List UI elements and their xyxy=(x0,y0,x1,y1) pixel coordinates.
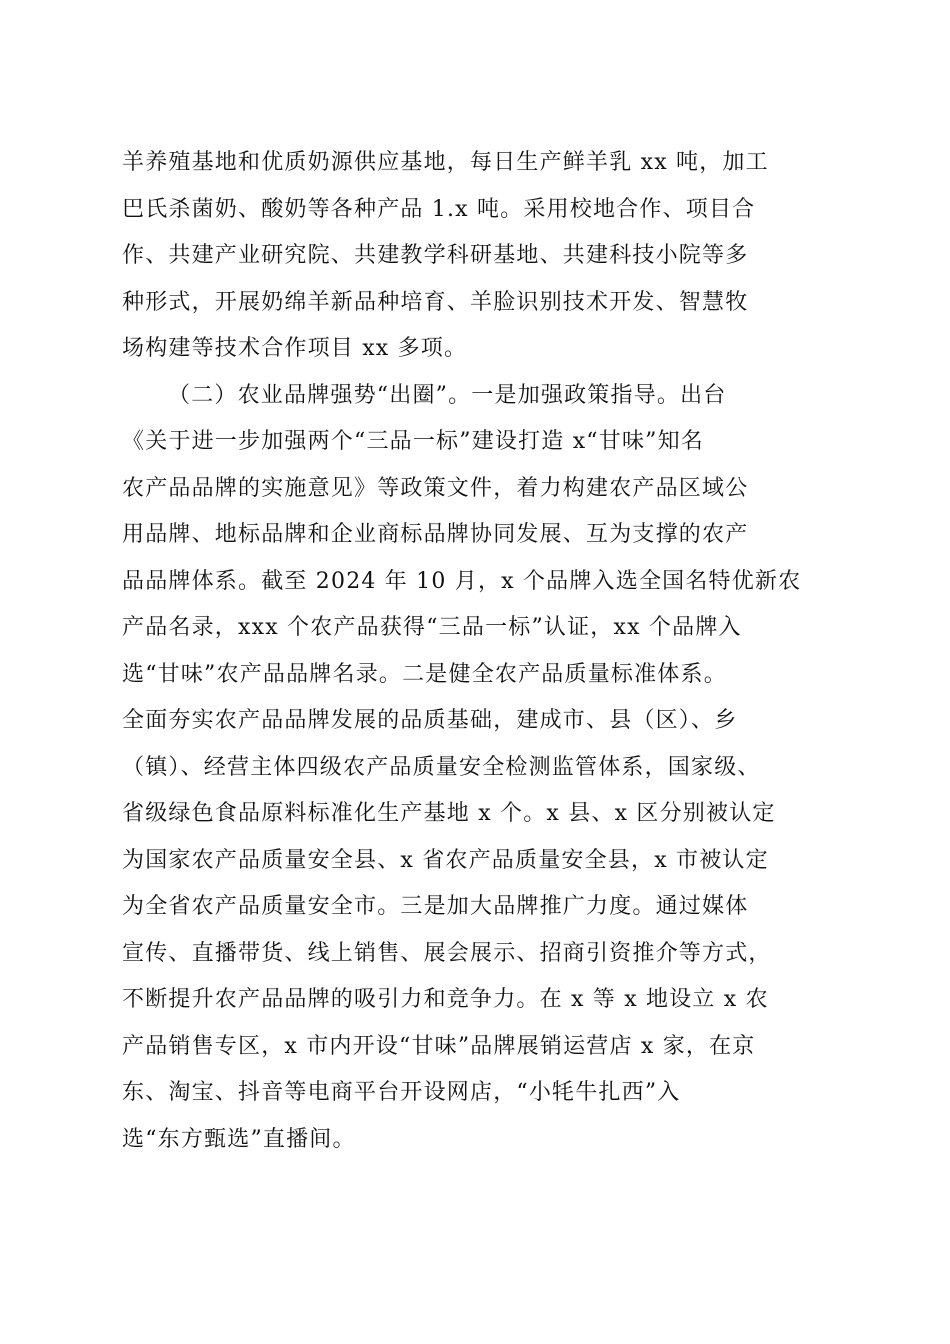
text-line: 品品牌体系。截至 2024 年 10 月，x 个品牌入选全国名特优新农 xyxy=(122,568,802,594)
text-line: 为国家农产品质量安全县、x 省农产品质量安全县，x 市被认定 xyxy=(122,847,769,873)
text-line: 用品牌、地标品牌和企业商标品牌协同发展、互为支撑的农产 xyxy=(122,522,749,547)
text-line: 产品名录，xxx 个农产品获得“三品一标”认证，xx 个品牌入 xyxy=(122,615,742,640)
text-line: （镇）、经营主体四级农产品质量安全检测监管体系，国家级、 xyxy=(122,754,761,780)
text-line: 羊养殖基地和优质奶源供应基地，每日生产鲜羊乳 xx 吨，加工 xyxy=(122,150,769,175)
text-line: 不断提升农产品品牌的吸引力和竞争力。在 x 等 x 地设立 x 农 xyxy=(122,987,769,1012)
text-line: 种形式，开展奶绵羊新品种培育、羊脸识别技术开发、智慧牧 xyxy=(122,289,749,315)
text-line: 产品销售专区，x 市内开设“甘味”品牌展销运营店 x 家，在京 xyxy=(122,1033,756,1059)
text-line: 为全省农产品质量安全市。三是加大品牌推广力度。通过媒体 xyxy=(122,894,749,919)
text-line: 宣传、直播带货、线上销售、展会展示、招商引资推介等方式， xyxy=(122,940,772,966)
body-text xyxy=(122,140,842,1163)
text-line: 场构建等技术合作项目 xx 多项。 xyxy=(122,336,468,361)
text-line: 作、共建产业研究院、共建教学科研基地、共建科技小院等多 xyxy=(122,243,749,268)
text-line: 东、淘宝、抖音等电商平台开设网店，“小牦牛扎西”入 xyxy=(122,1080,681,1105)
text-line: 农产品品牌的实施意见》等政策文件，着力构建农产品区域公 xyxy=(122,475,749,501)
text-line: 巴氏杀菌奶、酸奶等各种产品 1.x 吨。采用校地合作、项目合 xyxy=(122,196,756,222)
text-line: 全面夯实农产品品牌发展的品质基础，建成市、县（区）、乡 xyxy=(122,708,738,733)
text-line: 选“甘味”农产品品牌名录。二是健全农产品质量标准体系。 xyxy=(122,661,727,687)
section-heading-line: （二）农业品牌强势“出圈”。一是加强政策指导。出台 xyxy=(168,382,727,408)
text-line: 《关于进一步加强两个“三品一标”建设打造 x“甘味”知名 xyxy=(122,429,704,454)
text-line: 选“东方甄选”直播间。 xyxy=(122,1126,356,1152)
text-line: 省级绿色食品原料标准化生产基地 x 个。x 县、x 区分别被认定 xyxy=(122,801,776,826)
